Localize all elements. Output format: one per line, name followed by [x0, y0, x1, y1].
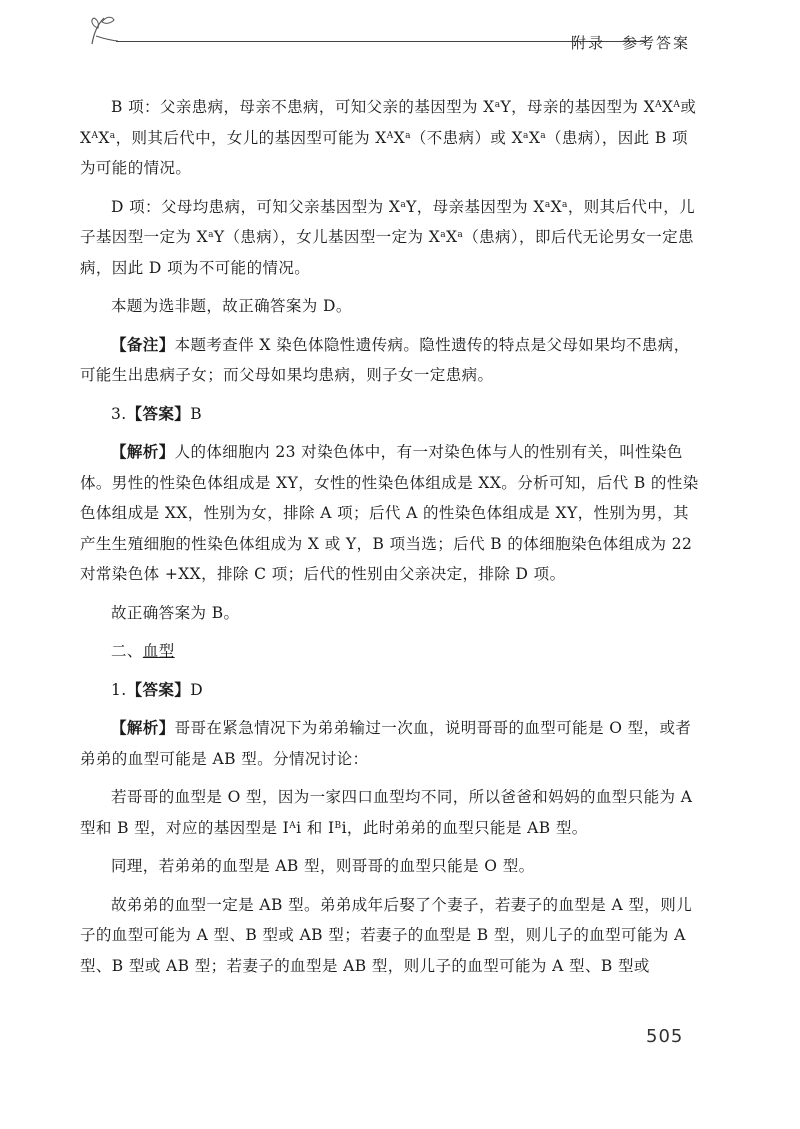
text-run: X: [445, 228, 458, 246]
text-run: 本题考查伴 X 染色体隐性遗传病。隐性遗传的特点是父母如果均不患病，可能生出患病子女；而父母如果均患病，则子女一定患病。: [80, 335, 690, 384]
paragraph-answer-1: [80, 675, 702, 706]
paragraph-conclusion-2: 故正确答案为 B。: [111, 603, 240, 622]
paragraph-case-ab: 同理，若弟弟的血型是 AB 型，则哥哥的血型只能是 O 型。: [111, 857, 535, 875]
text-run: 哥哥在紧急情况下为弟弟输过一次血，说明哥哥的血型可能是 O 型，或者弟弟的血型可能是 AB 型。分情况讨论：: [80, 719, 692, 768]
superscript: a: [457, 230, 464, 240]
superscript: A: [386, 130, 394, 141]
superscript: A: [655, 100, 662, 110]
text-run: X: [528, 128, 541, 147]
paragraph-b-option: [80, 92, 702, 184]
text-run: X: [393, 128, 406, 147]
answer-value: B: [190, 404, 202, 423]
paragraph-conclusion-1: 本题为选非题，故正确答案为 D。: [111, 297, 352, 315]
superscript: A: [91, 130, 99, 141]
superscript: a: [208, 230, 214, 240]
page-body: [80, 92, 702, 981]
page-number: 505: [646, 1026, 684, 1047]
superscript: a: [523, 130, 529, 141]
section-title: 血型: [142, 642, 175, 660]
text-run: ，则其后代中，女儿的基因型可能为 X: [115, 128, 387, 147]
paragraph-son-blood-type: 故弟弟的血型一定是 AB 型。弟弟成年后娶了个妻子，若妻子的血型是 A 型，则儿子的血型可能为 A 型、B 型或 AB 型；若妻子的血型是 B 型，则儿子的血型可能为 A 型、B 型或 AB 型；若妻子的血型是 AB 型，则儿子的血型可能为 A 型、B 型或: [80, 895, 692, 975]
answer-value: D: [190, 680, 204, 699]
text-run: 若哥哥的血型是 O 型，因为一家四口血型均不同，所以爸爸和妈妈的血型只能为 A 型和 B 型，对应的基因型是 I: [80, 788, 693, 837]
superscript: a: [440, 230, 446, 240]
paragraph-analysis-3: [80, 437, 702, 590]
text-run: （患病），即后代无论男女一定患病，因此 D 项为不可能的情况。: [80, 228, 694, 277]
text-run: Y，母亲基因型为 X: [406, 197, 545, 216]
superscript: A: [289, 820, 297, 831]
paragraph-note: [80, 330, 702, 391]
answer-label: 【答案】: [126, 679, 191, 699]
superscript: B: [334, 820, 342, 831]
superscript: a: [562, 199, 568, 210]
superscript: a: [405, 130, 411, 141]
item-number: 1.: [111, 680, 127, 699]
text-run: （患病），因此 B 项为可能的情况。: [80, 128, 688, 177]
header-rule: [116, 41, 646, 42]
item-number: 3.: [111, 404, 127, 423]
text-run: （不患病）或 X: [410, 128, 524, 147]
text-run: X: [98, 128, 110, 147]
leaf-ornament-icon: [88, 14, 128, 48]
section-number: 二、: [111, 642, 143, 660]
text-run: ，则其后代中，儿子基因型一定为 X: [80, 197, 696, 246]
page-header: [88, 14, 708, 50]
text-run: i 和 I: [296, 818, 335, 837]
answer-label: 【答案】: [126, 403, 191, 423]
text-run: Y，母亲的基因型为 X: [500, 98, 656, 116]
text-run: Y（患病），女儿基因型一定为 X: [213, 228, 441, 246]
text-run: i，此时弟弟的血型只能是 AB 型。: [341, 818, 588, 837]
text-run: X: [550, 197, 563, 216]
text-run: X: [661, 98, 674, 116]
text-run: 或 X: [80, 98, 697, 147]
superscript: a: [109, 130, 116, 141]
section-heading: [80, 636, 702, 667]
note-label: 【备注】: [111, 334, 175, 354]
text-run: B 项：父亲患病，母亲不患病，可知父亲的基因型为 X: [111, 98, 495, 116]
analysis-label: 【解析】: [111, 718, 175, 737]
paragraph-case-o: [80, 782, 702, 843]
superscript: a: [494, 100, 501, 110]
superscript: A: [673, 100, 681, 110]
paragraph-answer-3: [80, 399, 702, 430]
header-title: 附录 参考答案: [570, 34, 690, 52]
text-run: D 项：父母均患病，可知父亲基因型为 X: [111, 197, 401, 216]
paragraph-analysis-1: [80, 713, 702, 774]
superscript: a: [544, 199, 551, 210]
analysis-label: 【解析】: [111, 442, 175, 461]
text-run: 人的体细胞内 23 对染色体中，有一对染色体与人的性别有关，叫性染色体。男性的性染色体组成是 XY，女性的性染色体组成是 XX。分析可知，后代 B 的性染色体组成是 XX，性别为女，排除 A 项；后代 A 的性染色体组成是 XY，性别为男，其产生生殖细胞的性染色体组成为 X 或 Y，B 项当选；后代 B 的体细胞染色体组成为 22 对常染色体 +XX，排除 C 项；后代的性别由父亲决定，排除 D 项。: [80, 443, 699, 583]
paragraph-d-option: [80, 192, 702, 284]
superscript: a: [540, 130, 547, 141]
superscript: a: [400, 199, 407, 210]
